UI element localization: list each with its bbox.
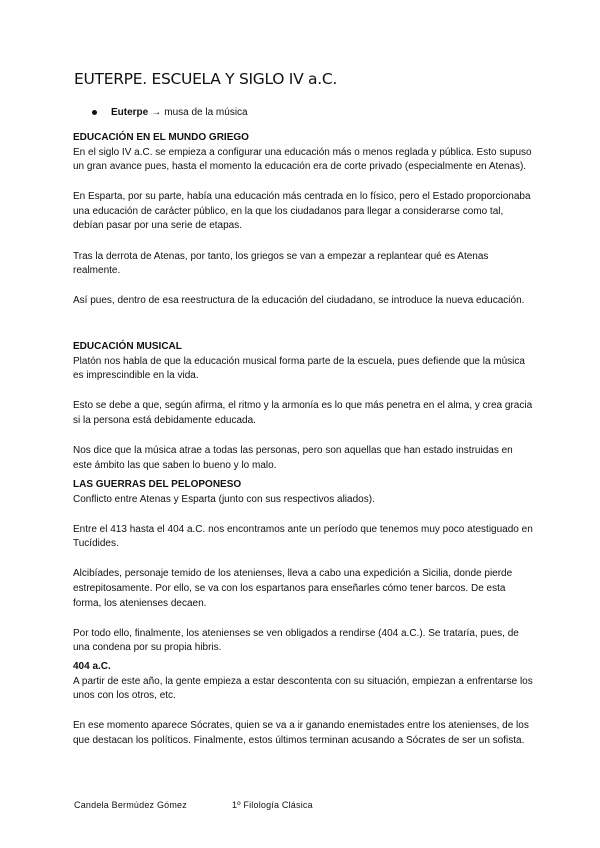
paragraph: Entre el 413 hasta el 404 a.C. nos encontramos ante un período que tenemos muy poco atestiguado en Tucídides. — [73, 523, 533, 550]
bullet-term: Euterpe — [111, 107, 149, 118]
paragraph: A partir de este año, la gente empieza a estar descontenta con su situación, empiezan a enfrentarse los unos con los otros, etc. — [73, 675, 533, 702]
section-heading: 404 a.C. — [73, 661, 111, 672]
paragraph: En ese momento aparece Sócrates, quien se va a ir ganando enemistades entre los atenienses, de los que destacan los políticos. Finalmente, estos últimos terminan acusando a Sócrates de ser un sofista. — [73, 720, 529, 746]
section-heading: EDUCACIÓN EN EL MUNDO GRIEGO — [73, 132, 249, 143]
arrow-icon: → — [151, 107, 162, 118]
paragraph: Platón nos habla de que la educación musical forma parte de la escuela, pues defiende que la música es imprescindible en la vida. — [73, 355, 525, 382]
page-title: EUTERPE. ESCUELA Y SIGLO IV a.C. — [74, 70, 337, 88]
section-heading: LAS GUERRAS DEL PELOPONESO — [73, 479, 242, 490]
bullet-item — [92, 107, 248, 118]
paragraph: Por todo ello, finalmente, los atenienses se ven obligados a rendirse (404 a.C.). Se trataría, pues, de una condena por su propia hibris. — [73, 627, 519, 654]
paragraph: Conflicto entre Atenas y Esparta (junto con sus respectivos aliados). — [73, 493, 375, 505]
bullet-definition: musa de la música — [164, 107, 248, 118]
paragraph: Tras la derrota de Atenas, por tanto, los griegos se van a empezar a replantear qué es Atenas realmente. — [73, 250, 489, 277]
paragraph: En Esparta, por su parte, había una educación más centrada en lo físico, pero el Estado proporcionaba una educación de carácter público, en la que los ciudadanos para llegar a considerarse como tal, debían pasar por una serie de etapas. — [73, 191, 531, 232]
footer-course: 1º Filología Clásica — [232, 800, 313, 810]
paragraph: Esto se debe a que, según afirma, el ritmo y la armonía es lo que más penetra en el alma, y crea gracia si la persona está debidamente educada. — [73, 400, 533, 426]
paragraph: En el siglo IV a.C. se empieza a configurar una educación más o menos reglada y pública. Esto supuso un gran avance pues, hasta el momento la educación era de corte privado (especialmente en Atenas). — [73, 146, 532, 173]
paragraph: Así pues, dentro de esa reestructura de la educación del ciudadano, se introduce la nueva educación. — [73, 295, 525, 307]
paragraph: Alcibíades, personaje temido de los atenienses, lleva a cabo una expedición a Sicilia, donde pierde estrepitosamente. Por ello, se va con los espartanos para enseñarles cómo tener barcos. De esta forma, los atenienses decaen. — [73, 568, 513, 609]
section-educacion-musical — [73, 340, 533, 489]
paragraph: Nos dice que la música atrae a todas las personas, pero son aquellas que han estado instruidas en este ámbito las que saben lo bueno y lo malo. — [73, 444, 513, 471]
footer-author: Candela Bermúdez Gómez — [74, 800, 187, 810]
section-404-ac — [73, 660, 533, 764]
section-guerras-peloponeso — [73, 478, 533, 671]
bullet-dot-icon — [92, 110, 97, 115]
section-heading: EDUCACIÓN MUSICAL — [73, 341, 182, 352]
section-educacion-griega — [73, 131, 533, 324]
